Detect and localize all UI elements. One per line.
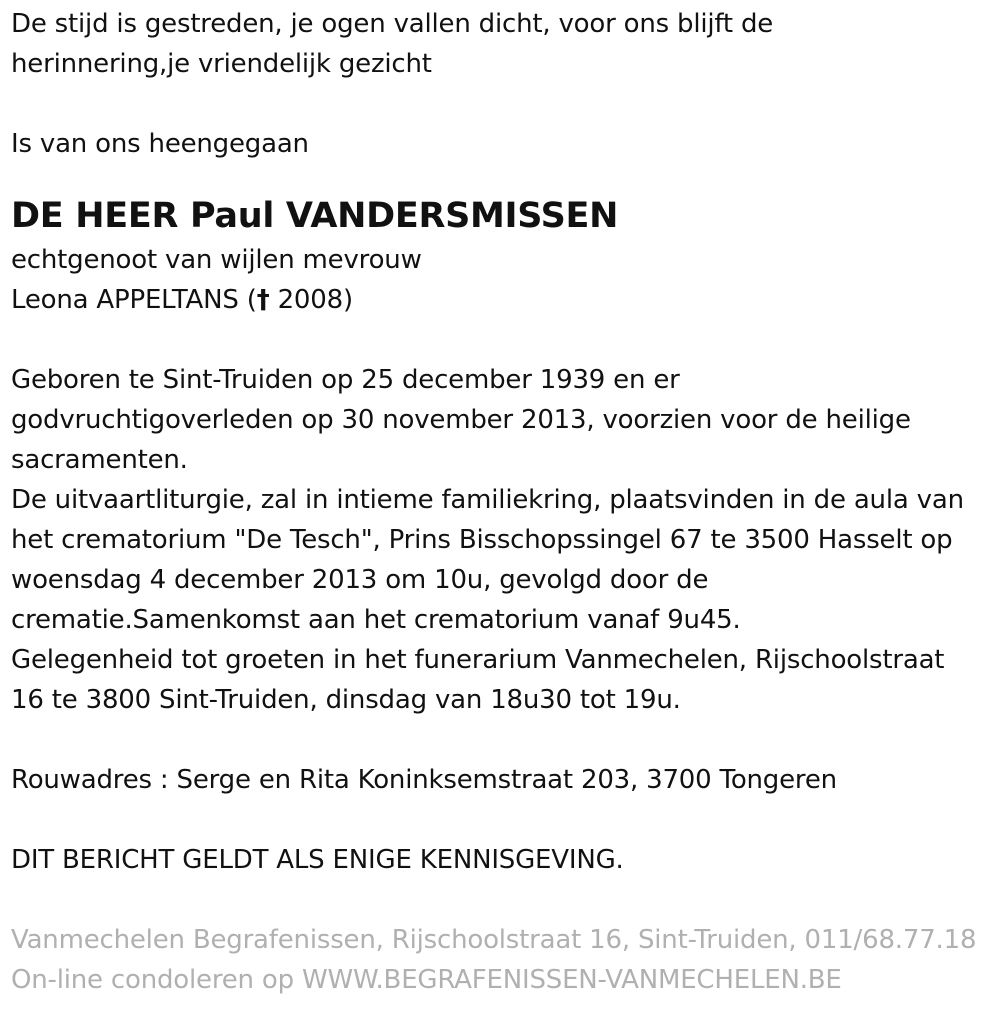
details-line-9: 16 te 3800 Sint-Truiden, dinsdag van 18u30 tot 19u. — [11, 685, 681, 715]
spouse-name: Leona APPELTANS ( — [11, 285, 257, 315]
poem-line-1: De stijd is gestreden, je ogen vallen dicht, voor ons blijft de — [11, 9, 774, 39]
spacer — [11, 164, 1000, 190]
mourning-address: Rouwadres : Serge en Rita Koninksemstraat 203, 3700 Tongeren — [11, 765, 837, 795]
details-line-7: crematie.Samenkomst aan het crematorium vanaf 9u45. — [11, 605, 741, 635]
cross-icon: † — [256, 285, 270, 315]
spacer — [11, 880, 1000, 920]
details-line-3: sacramenten. — [11, 445, 188, 475]
spacer — [11, 320, 1000, 360]
footer-company-line: Vanmechelen Begrafenissen, Rijschoolstraat 16, Sint-Truiden, 011/68.77.18 — [11, 925, 977, 955]
details-line-1: Geboren te Sint-Truiden op 25 december 1939 en er — [11, 365, 680, 395]
relation-text: echtgenoot van wijlen mevrouw — [11, 245, 422, 275]
spouse-year: 2008) — [269, 285, 353, 315]
announcement-text: Is van ons heengegaan — [11, 129, 309, 159]
details-line-4: De uitvaartliturgie, zal in intieme familiekring, plaatsvinden in de aula van — [11, 485, 964, 515]
deceased-name: DE HEER Paul VANDERSMISSEN — [11, 196, 619, 236]
spacer — [11, 720, 1000, 760]
details-line-2: godvruchtigoverleden op 30 november 2013, voorzien voor de heilige — [11, 405, 911, 435]
spacer — [11, 84, 1000, 124]
details-line-6: woensdag 4 december 2013 om 10u, gevolgd door de — [11, 565, 709, 595]
details-line-5: het crematorium "De Tesch", Prins Bisschopssingel 67 te 3500 Hasselt op — [11, 525, 953, 555]
details-line-8: Gelegenheid tot groeten in het funerarium Vanmechelen, Rijschoolstraat — [11, 645, 945, 675]
poem-line-2: herinnering,je vriendelijk gezicht — [11, 49, 432, 79]
spouse-line — [11, 280, 1000, 320]
notice-text: DIT BERICHT GELDT ALS ENIGE KENNISGEVING. — [11, 845, 624, 875]
spacer — [11, 800, 1000, 840]
footer-condolence-line: On-line condoleren op WWW.BEGRAFENISSEN-VANMECHELEN.BE — [11, 965, 842, 995]
